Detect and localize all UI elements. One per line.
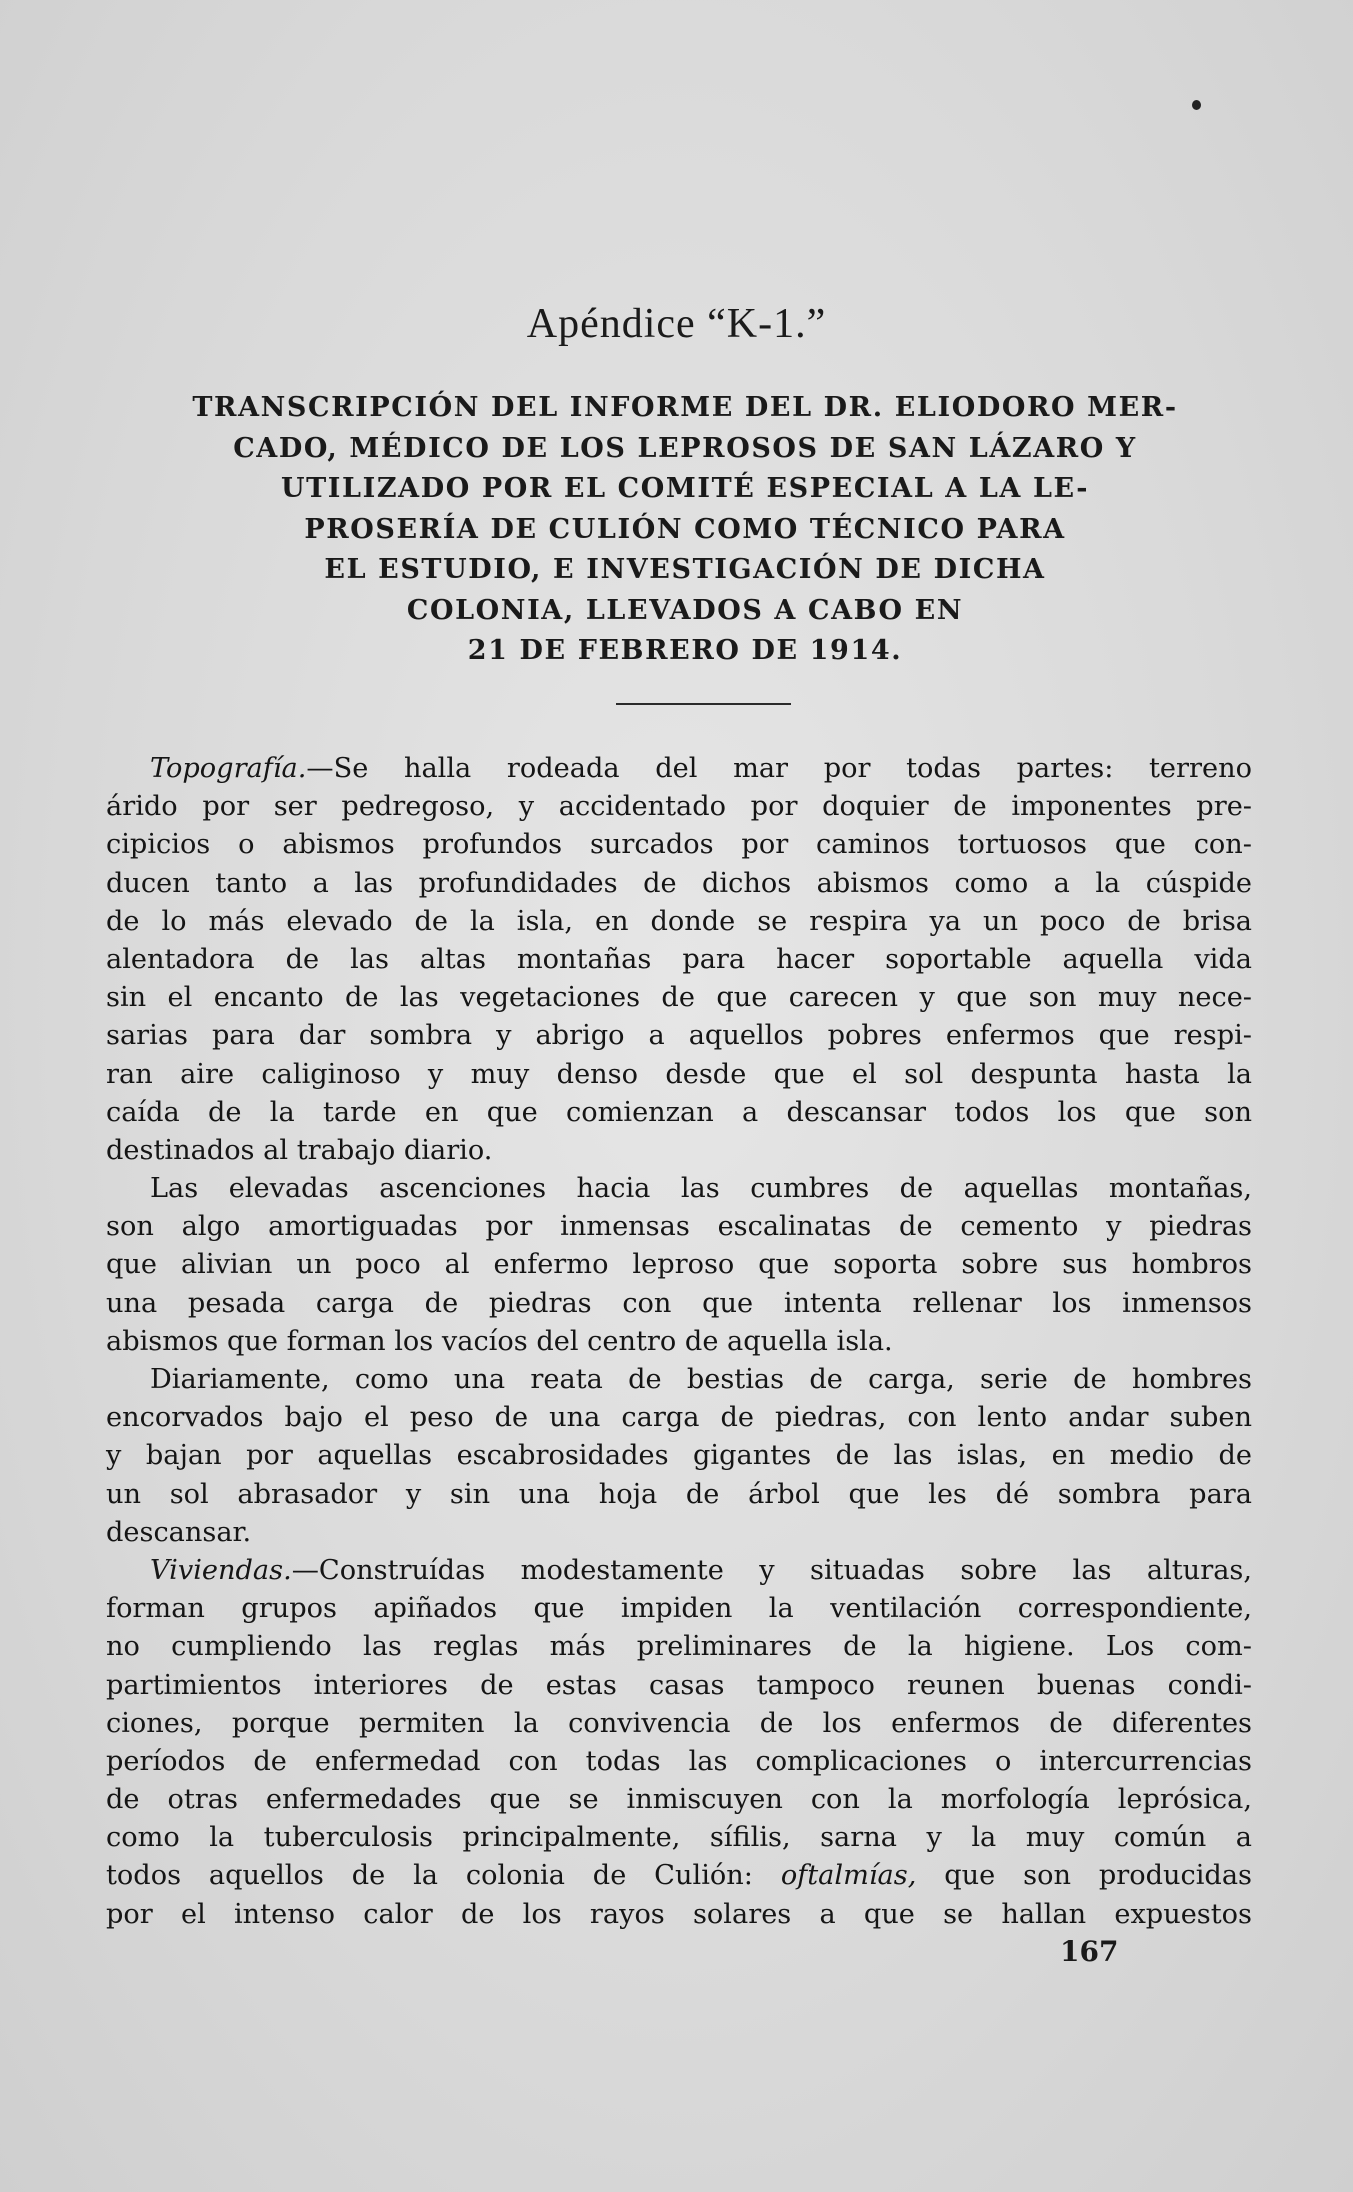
heading-line: PROSERÍA DE CULIÓN COMO TÉCNICO PARA <box>304 513 1066 545</box>
text-line: que alivian un poco al enfermo leproso que soporta sobre sus hombros <box>106 1249 1252 1281</box>
text-line: como la tuberculosis principalmente, sífilis, sarna y la muy común a <box>106 1822 1252 1854</box>
text-line: no cumpliendo las reglas más preliminares de la higiene. Los com- <box>106 1631 1252 1663</box>
oftalmias-term: oftalmías, <box>780 1860 917 1892</box>
text-line: Diariamente, como una reata de bestias de carga, serie de hombres <box>150 1364 1252 1395</box>
text-line: sin el encanto de las vegetaciones de que carecen y que son muy nece- <box>106 982 1252 1014</box>
section-divider <box>616 703 791 705</box>
ink-speck <box>1192 100 1201 110</box>
text-line: descansar. <box>106 1516 252 1548</box>
text-line <box>106 1552 1252 1590</box>
heading-line: TRANSCRIPCIÓN DEL INFORME DEL DR. ELIODORO MER- <box>192 392 1178 423</box>
text-line <box>106 750 1252 788</box>
text-line: ducen tanto a las profundidades de dichos abismos como a la cúspide <box>106 867 1252 899</box>
text-line: partimientos interiores de estas casas tampoco reunen buenas condi- <box>106 1669 1252 1701</box>
text-line: una pesada carga de piedras con que intenta rellenar los inmensos <box>106 1287 1252 1319</box>
text-line <box>106 1857 1252 1895</box>
text-line: de lo más elevado de la isla, en donde se respira ya un poco de brisa <box>106 905 1252 937</box>
text-line-content: —Construídas modestamente y situadas sobre las alturas, <box>291 1554 1252 1586</box>
heading-line: UTILIZADO POR EL COMITÉ ESPECIAL A LA LE- <box>280 473 1090 504</box>
text-line: Las elevadas ascenciones hacia las cumbres de aquellas montañas, <box>150 1173 1252 1205</box>
text-line: por el intenso calor de los rayos solares a que se hallan expuestos <box>106 1898 1252 1930</box>
heading-line: 21 DE FEBRERO DE 1914. <box>467 635 903 666</box>
text-line: un sol abrasador y sin una hoja de árbol que les dé sombra para <box>106 1478 1252 1510</box>
text-line: destinados al trabajo diario. <box>106 1134 493 1166</box>
text-line: forman grupos apiñados que impiden la ventilación correspondiente, <box>106 1593 1252 1625</box>
text-line-content: —Se halla rodeada del mar por todas partes: terreno <box>306 753 1252 784</box>
text-line: de otras enfermedades que se inmiscuyen con la morfología leprósica, <box>106 1784 1252 1816</box>
heading-line: CADO, MÉDICO DE LOS LEPROSOS DE SAN LÁZARO Y <box>233 432 1137 464</box>
text-line: ran aire caliginoso y muy denso desde que el sol despunta hasta la <box>106 1058 1252 1090</box>
text-line: y bajan por aquellas escabrosidades gigantes de las islas, en medio de <box>106 1440 1252 1472</box>
text-line-content: todos aquellos de la colonia de Culión: <box>106 1860 781 1892</box>
heading-line: COLONIA, LLEVADOS A CABO EN <box>406 594 964 626</box>
text-line: sarias para dar sombra y abrigo a aquellos pobres enfermos que respi- <box>106 1020 1252 1052</box>
text-line: árido por ser pedregoso, y accidentado por doquier de imponentes pre- <box>106 791 1252 823</box>
text-line: alentadora de las altas montañas para hacer soportable aquella vida <box>106 943 1252 975</box>
topografia-label: Topografía. <box>150 753 307 784</box>
section-heading <box>110 388 1260 672</box>
viviendas-label: Viviendas. <box>150 1554 292 1586</box>
text-line: cipicios o abismos profundos surcados por caminos tortuosos que con- <box>106 829 1252 861</box>
body-text <box>106 750 1252 1934</box>
text-line: caída de la tarde en que comienzan a descansar todos los que son <box>106 1096 1252 1128</box>
text-line: períodos de enfermedad con todas las complicaciones o intercurrencias <box>106 1745 1252 1777</box>
text-line-content: que son producidas <box>916 1860 1253 1892</box>
text-line: encorvados bajo el peso de una carga de piedras, con lento andar suben <box>106 1402 1252 1434</box>
page-number: 167 <box>1060 1935 1119 1968</box>
text-line: son algo amortiguadas por inmensas escalinatas de cemento y piedras <box>106 1211 1252 1243</box>
appendix-title: Apéndice “K-1.” <box>526 301 827 347</box>
text-line: abismos que forman los vacíos del centro de aquella isla. <box>106 1325 893 1357</box>
text-line: ciones, porque permiten la convivencia de los enfermos de diferentes <box>106 1707 1252 1739</box>
heading-line: EL ESTUDIO, E INVESTIGACIÓN DE DICHA <box>324 554 1046 585</box>
